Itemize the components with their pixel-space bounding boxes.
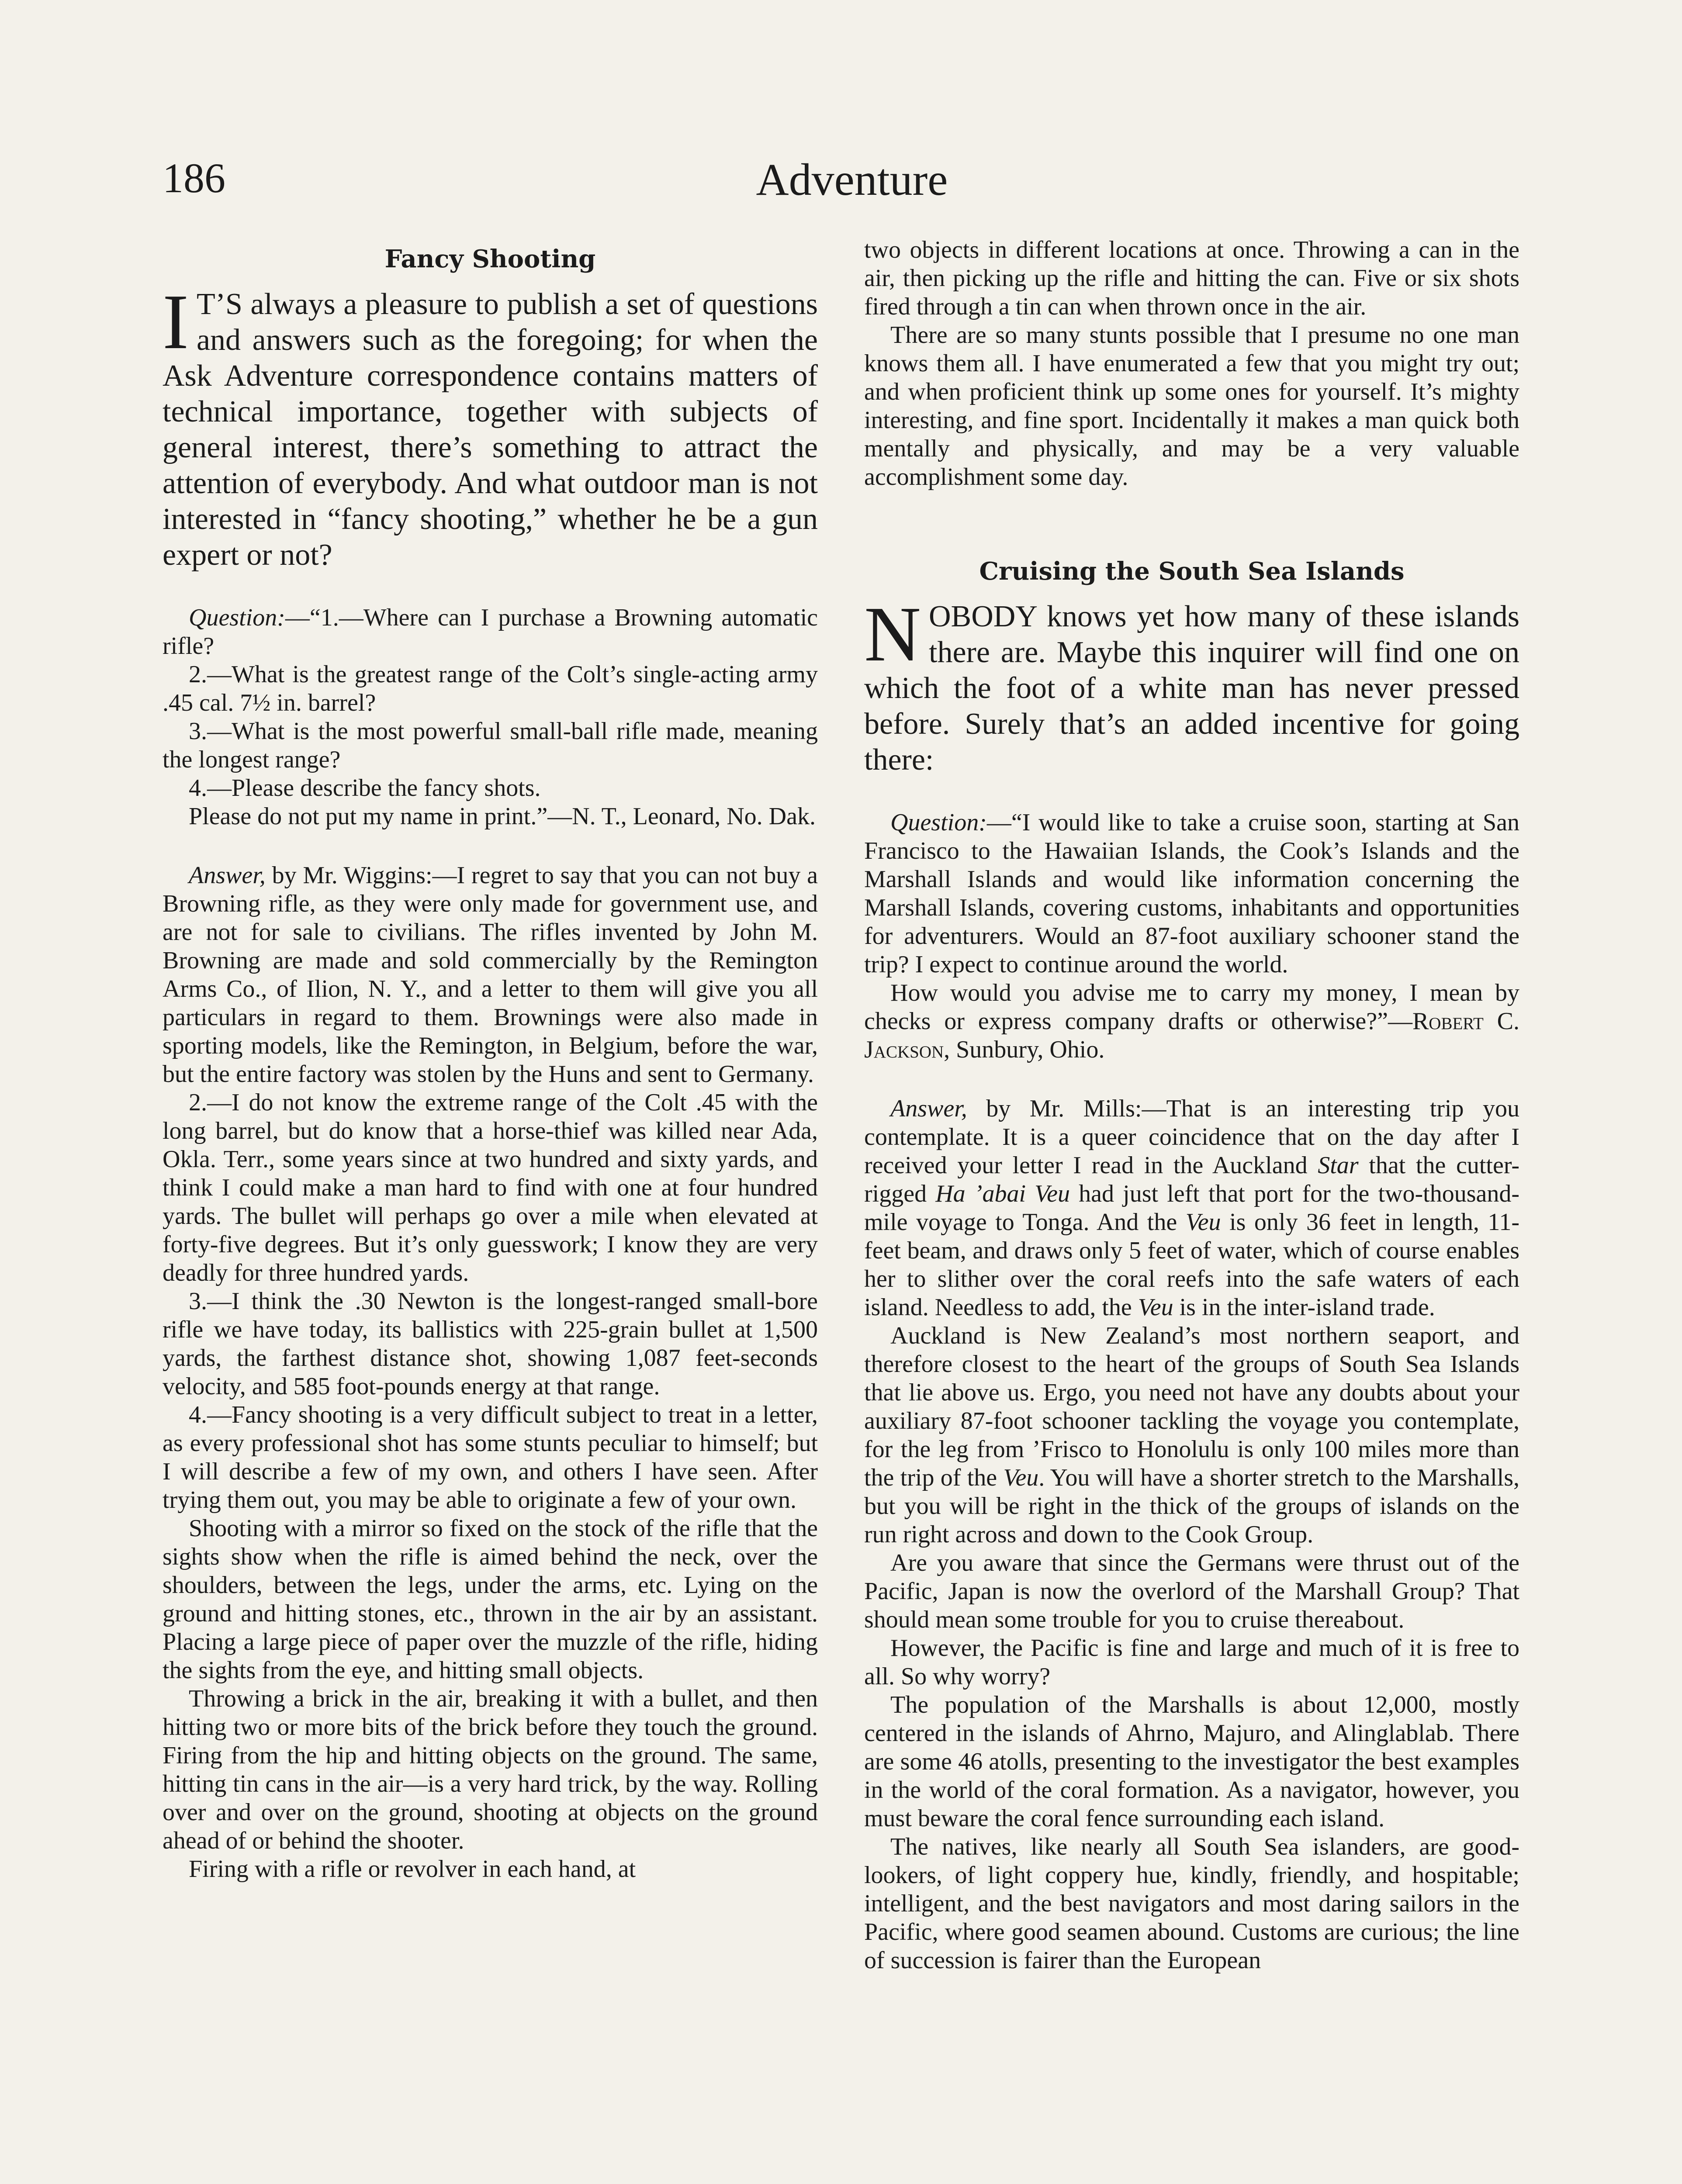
answer-paragraph: 4.—Fancy shooting is a very difficult subject to treat in a letter, as every professional shot has some stunts peculiar to himself; but I will describe a few of my own, and others I have seen. After trying them out, you may be able to originate a few of your own. — [163, 1401, 818, 1514]
intro-paragraph — [163, 278, 818, 573]
question-label: Question: — [890, 809, 987, 836]
answer-paragraph: The natives, like nearly all South Sea islanders, are good-lookers, of light coppery hue, kindly, friendly, and hospitable; intelligent, and the best navigators and most daring sailors in the Pacific, where good seamen abound. Customs are curious; the line of succession is fairer than the European — [864, 1833, 1519, 1974]
drop-cap: N — [864, 591, 921, 677]
question-label: Question: — [189, 604, 285, 631]
question-paragraph: 2.—What is the greatest range of the Colt’s single-acting army .45 cal. 7½ in. barrel? — [163, 661, 818, 716]
answer-paragraph: Throwing a brick in the air, breaking it with a bullet, and then hitting two or more bits of the brick before they touch the ground. Firing from the hip and hitting objects on the ground. The same, hitting tin cans in the air—is a very hard trick, by the way. Rolling over and over on the ground, shooting at objects on the ground ahead of or behind the shooter. — [163, 1685, 818, 1854]
question-paragraph: 3.—What is the most powerful small-ball rifle made, meaning the longest range? — [163, 718, 818, 773]
correspondent-name: Robert C. Jackson — [864, 1008, 1520, 1063]
question-paragraph: Question:—“1.—Where can I purchase a Browning automatic rifle? — [163, 604, 818, 660]
left-column — [163, 245, 818, 1883]
page-number: 186 — [163, 155, 225, 201]
answer-label: Answer, — [189, 862, 266, 889]
answer-paragraph: Firing with a rifle or revolver in each hand, at — [189, 1856, 636, 1883]
question-paragraph: How would you advise me to carry my money, I mean by checks or express company drafts or otherwise?”—Robert C. Jackson, Sunbury, Ohio. — [864, 979, 1520, 1063]
question-paragraph: Please do not put my name in print.”—N. T., Leonard, No. Dak. — [189, 803, 816, 830]
continued-paragraph: two objects in different locations at once. Throwing a can in the air, then picking up the rifle and hitting the can. Five or six shots fired through a tin can when thrown once in the air. — [864, 236, 1519, 320]
answer-paragraph: 3.—I think the .30 Newton is the longest-ranged small-bore rifle we have today, its ballistics with 225-grain bullet at 1,500 yards, the farthest distance shot, showing 1,087 feet-seconds velocity, and 585 foot-pounds energy at that range. — [163, 1288, 818, 1400]
question-paragraph: Question:—“I would like to take a cruise soon, starting at San Francisco to the Hawaiian Islands, the Cook’s Islands and the Marshall Islands and would like information concerning the Marshall Islands, covering customs, inhabitants and opportunities for adventurers. Would an 87-foot auxiliary schooner stand the trip? I expect to continue around the world. — [864, 809, 1519, 978]
intro-paragraph — [864, 591, 1519, 778]
drop-cap: I — [163, 278, 189, 365]
section-title-fancy-shooting: Fancy Shooting — [384, 245, 596, 273]
answer-label: Answer, — [890, 1095, 967, 1122]
answer-paragraph: Answer, by Mr. Mills:—That is an interesting trip you contemplate. It is a queer coincidence that on the day after I received your letter I read in the Auckland Star that the cutter-rigged Ha ’abai Veu had just left that port for the two-thousand-mile voyage to Tonga. And the Veu is only 36 feet in length, 11-feet beam, and draws only 5 feet of water, which of course enables her to slither over the coral reefs into the safe waters of each island. Needless to add, the Veu is in the inter-island trade. — [864, 1095, 1520, 1321]
answer-paragraph: Auckland is New Zealand’s most northern seaport, and therefore closest to the heart of the groups of South Sea Islands that lie above us. Ergo, you need not have any doubts about your auxiliary 87-foot schooner tackling the voyage you contemplate, for the leg from ’Frisco to Honolulu is only 100 miles more than the trip of the Veu. You will have a shorter stretch to the Marshalls, but you will be right in the thick of the groups of islands on the run right across and down to the Cook Group. — [864, 1322, 1520, 1548]
answer-paragraph: However, the Pacific is fine and large and much of it is free to all. So why worry? — [864, 1635, 1519, 1690]
right-column — [864, 236, 1519, 1975]
running-title: Adventure — [756, 155, 948, 205]
intro-text: T’S always a pleasure to publish a set of questions and answers such as the foregoing; for when the Ask Adventure correspondence contains matters of technical importance, together with subjects of general interest, there’s something to attract the attention of everybody. And what outdoor man is not interested in “fancy shooting,” whether he be a gun expert or not? — [163, 287, 818, 572]
answer-paragraph: Are you aware that since the Germans were thrust out of the Pacific, Japan is now the overlord of the Marshall Group? That should mean some trouble for you to cruise thereabout. — [864, 1549, 1519, 1633]
answer-paragraph: 2.—I do not know the extreme range of the Colt .45 with the long barrel, but do know that a horse-thief was killed near Ada, Okla. Terr., some years since at two hundred and sixty yards, and think I could make a man hard to find with one at four hundred yards. The bullet will perhaps go over a mile when elevated at forty-five degrees. But it’s only guesswork; I know they are very deadly for three hundred yards. — [163, 1089, 818, 1286]
answer-paragraph: Shooting with a mirror so fixed on the stock of the rifle that the sights show when the rifle is aimed behind the neck, over the shoulders, between the legs, under the arms, etc. Lying on the ground and hitting stones, etc., thrown in the air by an assistant. Placing a large piece of paper over the muzzle of the rifle, hiding the sights from the eye, and hitting small objects. — [163, 1515, 818, 1684]
answer-paragraph: Answer, by Mr. Wiggins:—I regret to say that you can not buy a Browning rifle, as they were only made for government use, and are not for sale to civilians. The rifles invented by John M. Browning are made and sold commercially by the Remington Arms Co., of Ilion, N. Y., and a letter to them will give you all particulars in regard to them. Brownings were also made in sporting models, like the Remington, in Belgium, before the war, but the entire factory was stolen by the Huns and sent to Germany. — [163, 862, 818, 1088]
section-title-south-sea: Cruising the South Sea Islands — [979, 557, 1405, 586]
question-paragraph: 4.—Please describe the fancy shots. — [189, 774, 541, 802]
answer-paragraph: The population of the Marshalls is about 12,000, mostly centered in the islands of Ahrno, Majuro, and Alinglablab. There are some 46 atolls, presenting to the investigator the best examples in the world of the coral formation. As a navigator, however, you must beware the coral fence surrounding each island. — [864, 1691, 1519, 1832]
continued-paragraph: There are so many stunts possible that I presume no one man knows them all. I have enumerated a few that you might try out; and when proficient think up some ones for yourself. It’s mighty interesting, and fine sport. Incidentally it makes a man quick both mentally and physically, and may be a very valuable accomplishment some day. — [864, 321, 1519, 491]
intro-text: OBODY knows yet how many of these islands there are. Maybe this inquirer will find one on which the foot of a white man has never pressed before. Surely that’s an added incentive for going there: — [864, 600, 1519, 777]
